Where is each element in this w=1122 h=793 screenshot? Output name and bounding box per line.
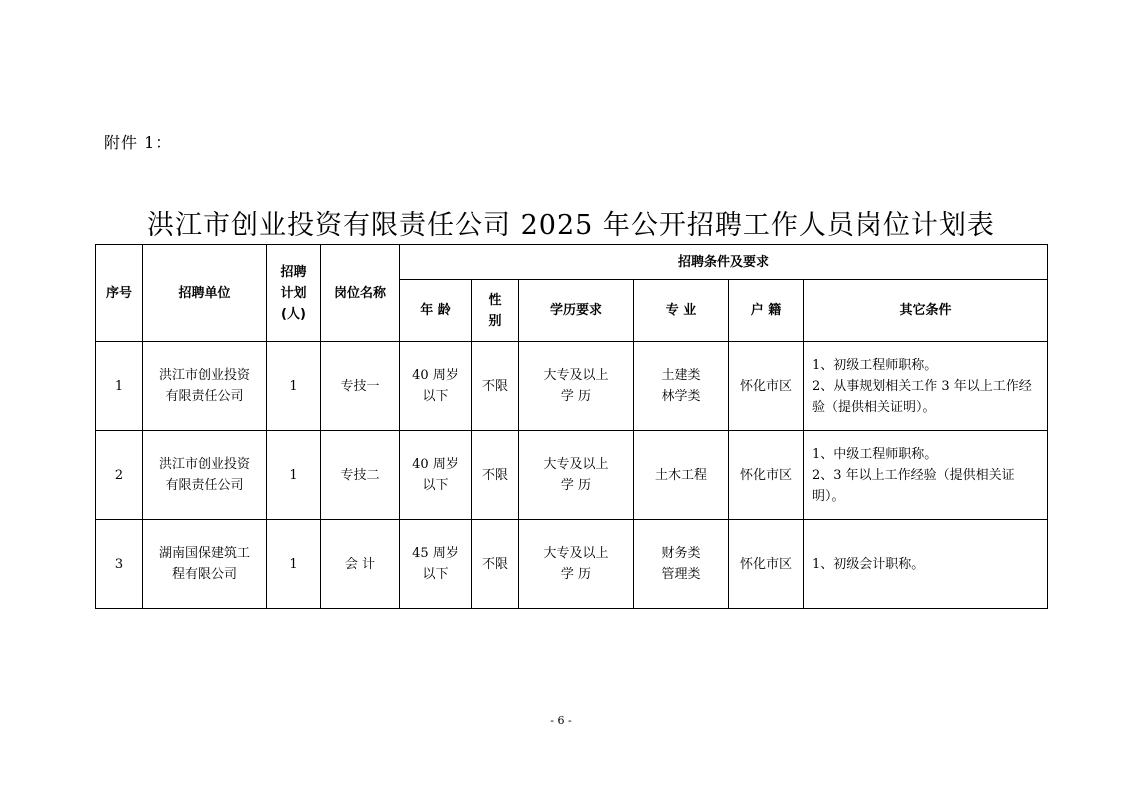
cell-age [400, 342, 472, 431]
cell-index: 2 [96, 431, 143, 520]
header-household: 户 籍 [729, 280, 804, 342]
table-row [96, 342, 1048, 431]
cell-education-line: 学 历 [560, 567, 592, 582]
cell-household: 怀化市区 [729, 431, 804, 520]
cell-major-line: 土木工程 [654, 467, 707, 483]
table-row [96, 520, 1048, 609]
cell-age-line: 以下 [422, 567, 449, 582]
cell-index: 1 [96, 342, 143, 431]
cell-gender: 不限 [472, 520, 519, 609]
cell-major [634, 431, 729, 520]
cell-other-line: 2、从事规划相关工作 3 年以上工作经验（提供相关证明）。 [812, 378, 1032, 415]
header-education: 学历要求 [519, 280, 634, 342]
cell-major [634, 342, 729, 431]
cell-unit-line: 洪江市创业投资 [158, 368, 250, 383]
cell-education [519, 431, 634, 520]
header-unit: 招聘单位 [143, 245, 267, 342]
cell-index: 3 [96, 520, 143, 609]
recruitment-plan-table [95, 244, 1048, 609]
cell-unit-line: 湖南国保建筑工 [158, 546, 250, 561]
cell-age [400, 431, 472, 520]
page-number: - 6 - [550, 714, 572, 727]
cell-position: 专技二 [321, 431, 400, 520]
cell-gender: 不限 [472, 431, 519, 520]
header-plan-line: (人) [281, 306, 306, 322]
header-other: 其它条件 [804, 280, 1048, 342]
header-gender-line: 性 [488, 292, 502, 308]
header-conditions-group: 招聘条件及要求 [400, 245, 1048, 280]
header-gender [472, 280, 519, 342]
cell-age [400, 520, 472, 609]
cell-other-line: 2、3 年以上工作经验（提供相关证明）。 [812, 467, 1015, 504]
cell-unit [143, 431, 267, 520]
cell-household: 怀化市区 [729, 342, 804, 431]
cell-other [804, 520, 1048, 609]
cell-age-line: 以下 [422, 389, 449, 404]
document-title: 洪江市创业投资有限责任公司 2025 年公开招聘工作人员岗位计划表 [147, 210, 995, 241]
cell-education [519, 520, 634, 609]
cell-plan: 1 [267, 342, 321, 431]
cell-major-line: 土建类 [661, 368, 701, 383]
cell-plan: 1 [267, 431, 321, 520]
cell-gender: 不限 [472, 342, 519, 431]
cell-age-line: 40 周岁 [412, 368, 459, 383]
cell-plan: 1 [267, 520, 321, 609]
cell-major-line: 财务类 [661, 546, 701, 561]
cell-other-line: 1、初级会计职称。 [812, 556, 925, 572]
cell-other [804, 431, 1048, 520]
cell-unit [143, 520, 267, 609]
cell-unit-line: 洪江市创业投资 [158, 457, 250, 472]
header-plan [267, 245, 321, 342]
cell-other [804, 342, 1048, 431]
header-index: 序号 [96, 245, 143, 342]
cell-unit-line: 程有限公司 [171, 567, 237, 582]
cell-education-line: 大专及以上 [543, 457, 609, 472]
cell-age-line: 40 周岁 [412, 457, 459, 472]
table-row [96, 431, 1048, 520]
header-age: 年 龄 [400, 280, 472, 342]
cell-other-line: 1、中级工程师职称。 [812, 446, 938, 462]
header-major: 专 业 [634, 280, 729, 342]
attachment-label: 附件 1： [104, 133, 173, 152]
cell-age-line: 以下 [422, 478, 449, 493]
header-row-top [96, 245, 1048, 280]
cell-major-line: 管理类 [661, 567, 701, 582]
cell-education-line: 大专及以上 [543, 546, 609, 561]
cell-unit-line: 有限责任公司 [165, 389, 244, 404]
cell-unit [143, 342, 267, 431]
cell-unit-line: 有限责任公司 [165, 478, 244, 493]
cell-other-line: 1、初级工程师职称。 [812, 357, 938, 373]
cell-major [634, 520, 729, 609]
cell-age-line: 45 周岁 [412, 546, 459, 561]
header-plan-line: 招聘 [280, 264, 307, 280]
cell-education-line: 大专及以上 [543, 368, 609, 383]
cell-major-line: 林学类 [661, 389, 701, 404]
header-gender-line: 别 [488, 313, 502, 329]
cell-education-line: 学 历 [560, 478, 592, 493]
cell-education-line: 学 历 [560, 389, 592, 404]
header-position: 岗位名称 [321, 245, 400, 342]
header-plan-line: 计划 [280, 285, 307, 301]
cell-household: 怀化市区 [729, 520, 804, 609]
cell-position: 会 计 [321, 520, 400, 609]
cell-education [519, 342, 634, 431]
cell-position: 专技一 [321, 342, 400, 431]
